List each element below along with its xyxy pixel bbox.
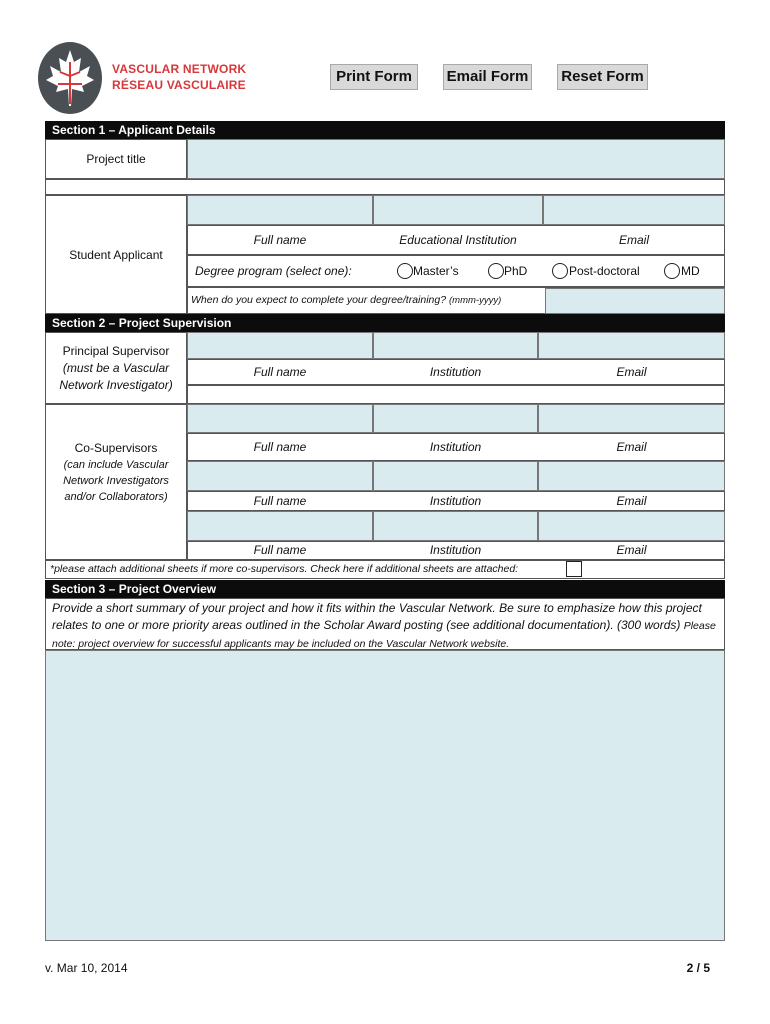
cosup2-institution-input[interactable] <box>373 461 538 491</box>
degree-postdoc-label: Post-doctoral <box>569 264 640 278</box>
cosup3-institution-input[interactable] <box>373 511 538 541</box>
cosup-note: (can include Vascular Network Investigators and/or Collaborators) <box>63 459 169 503</box>
cosup1-email-input[interactable] <box>538 404 725 433</box>
cosup3-name-caption: Full name <box>253 543 307 557</box>
overview-instructions-text: Provide a short summary of your project and how it fits within the Vascular Network. Be sure to emphasize how this project relates to one or more priority areas outlined in the Scholar Award posting (see additional documentation). <box>52 601 702 632</box>
cosup1-email-caption: Email <box>616 440 647 454</box>
cosup1-name-caption: Full name <box>253 440 307 454</box>
cosup2-institution-caption: Institution <box>429 494 482 508</box>
principal-name-caption: Full name <box>253 365 307 379</box>
student-email-caption: Email <box>618 233 649 247</box>
overview-word-limit: (300 words) <box>617 618 681 632</box>
principal-institution-input[interactable] <box>373 332 538 359</box>
footer-version: v. Mar 10, 2014 <box>45 961 128 975</box>
section1-title: Section 1 – Applicant Details <box>45 121 725 139</box>
cosup3-name-input[interactable] <box>187 511 373 541</box>
principal-email-caption: Email <box>616 365 647 379</box>
attach-note: *please attach additional sheets if more co-supervisors. Check here if additional sheets are attached: <box>50 563 519 575</box>
completion-question: When do you expect to complete your degree/training? <box>191 294 447 306</box>
cosup2-email-input[interactable] <box>538 461 725 491</box>
degree-phd-label: PhD <box>504 264 528 278</box>
principal-label: Principal Supervisor <box>62 344 170 358</box>
principal-note: (must be a Vascular Network Investigator) <box>59 361 173 392</box>
student-institution-input[interactable] <box>373 195 543 225</box>
project-title-input[interactable] <box>187 139 725 179</box>
principal-institution-caption: Institution <box>429 365 482 379</box>
logo-maple-leaf-icon <box>38 42 102 114</box>
principal-email-input[interactable] <box>538 332 725 359</box>
cosup1-institution-input[interactable] <box>373 404 538 433</box>
student-email-input[interactable] <box>543 195 725 225</box>
degree-md-radio[interactable] <box>664 263 680 279</box>
overview-instructions <box>52 600 722 653</box>
cosup3-email-caption: Email <box>616 543 647 557</box>
cosup3-institution-caption: Institution <box>429 543 482 557</box>
completion-date-input[interactable] <box>545 288 725 314</box>
principal-spacer <box>187 385 725 404</box>
logo-text-french: RÉSEAU VASCULAIRE <box>112 78 246 92</box>
cosup1-institution-caption: Institution <box>429 440 482 454</box>
student-full-name-input[interactable] <box>187 195 373 225</box>
student-full-name-caption: Full name <box>253 233 307 247</box>
logo-text-english: VASCULAR NETWORK <box>112 62 247 76</box>
cosup3-email-input[interactable] <box>538 511 725 541</box>
degree-postdoc-radio[interactable] <box>552 263 568 279</box>
additional-sheets-checkbox[interactable] <box>566 561 582 577</box>
cosup1-name-input[interactable] <box>187 404 373 433</box>
student-institution-caption: Educational Institution <box>399 233 517 247</box>
cosup2-email-caption: Email <box>616 494 647 508</box>
spacer-row <box>45 179 725 195</box>
cosup-label: Co-Supervisors <box>74 441 158 455</box>
degree-masters-label: Master’s <box>413 264 459 278</box>
section3-title: Section 3 – Project Overview <box>45 580 725 598</box>
section2-title: Section 2 – Project Supervision <box>45 314 725 332</box>
degree-phd-radio[interactable] <box>488 263 504 279</box>
completion-label <box>191 294 541 306</box>
cosup2-name-caption: Full name <box>253 494 307 508</box>
degree-masters-radio[interactable] <box>397 263 413 279</box>
project-title-label: Project title <box>86 152 146 166</box>
reset-form-button[interactable]: Reset Form <box>557 64 648 90</box>
principal-name-input[interactable] <box>187 332 373 359</box>
degree-label: Degree program (select one): <box>195 264 352 278</box>
print-form-button[interactable]: Print Form <box>330 64 418 90</box>
email-form-button[interactable]: Email Form <box>443 64 532 90</box>
overview-note: Please note: project overview for successful applicants may be included on the Vascular Network website. <box>52 620 716 650</box>
footer-page-number: 2 / 5 <box>686 961 710 975</box>
cosup2-name-input[interactable] <box>187 461 373 491</box>
project-overview-textarea[interactable] <box>45 650 725 941</box>
completion-format: (mmm-yyyy) <box>449 295 502 306</box>
degree-md-label: MD <box>681 264 700 278</box>
student-applicant-label: Student Applicant <box>69 248 163 262</box>
